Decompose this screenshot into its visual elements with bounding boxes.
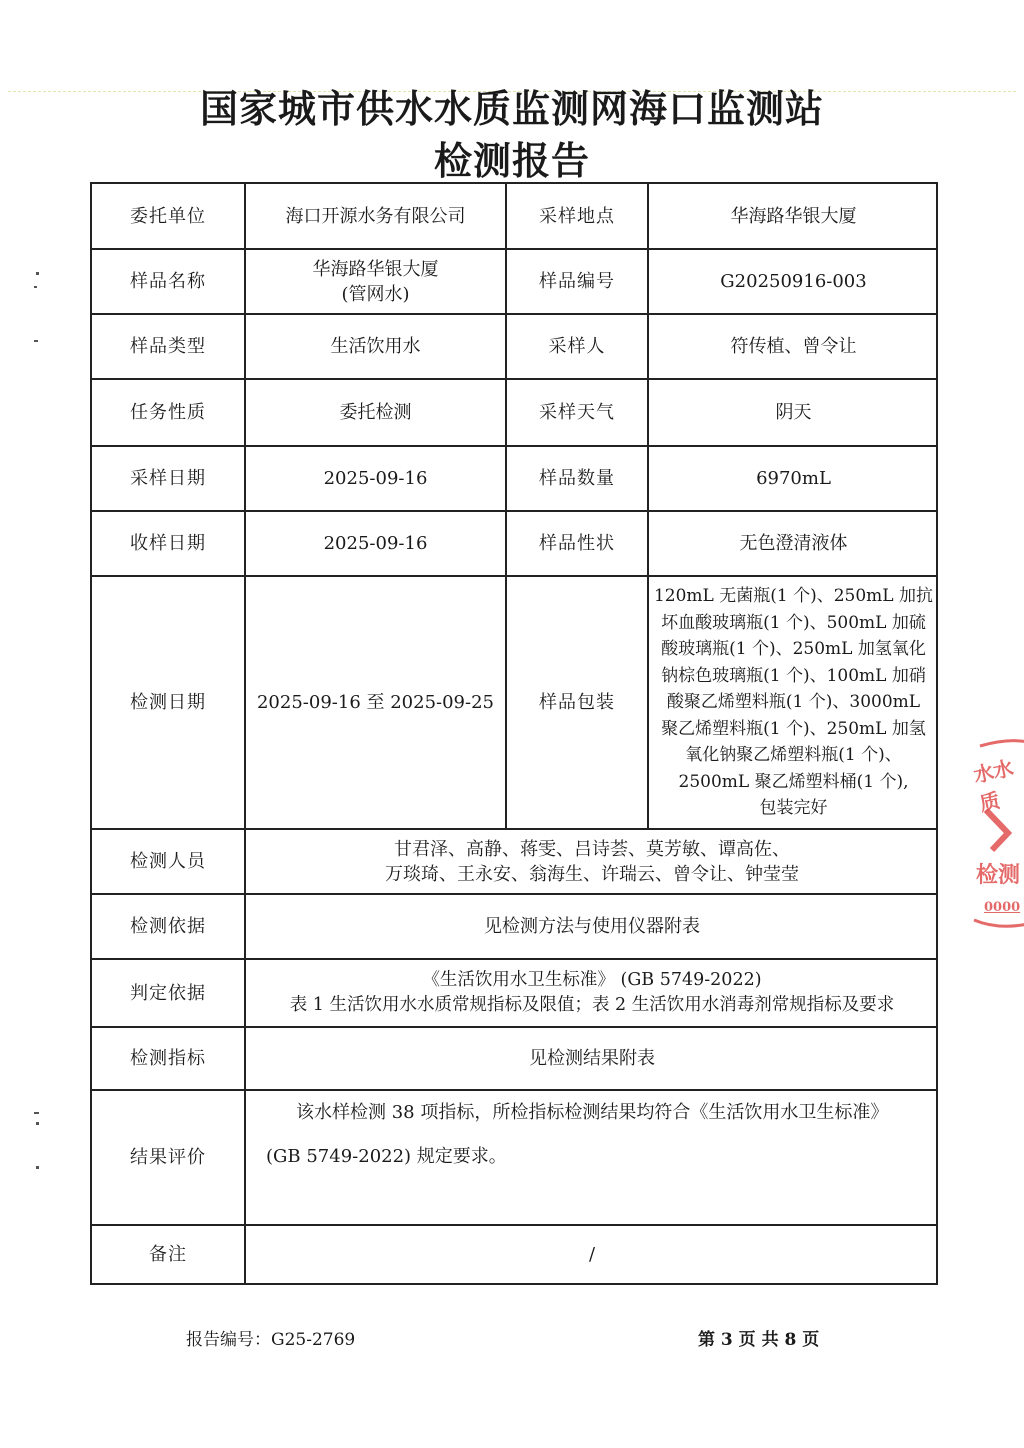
result-value — [246, 1091, 938, 1224]
sample-name-line1: 华海路华银大厦 — [312, 258, 439, 280]
sample-name-line2: (管网水) — [341, 283, 410, 305]
scan-speck — [34, 1112, 39, 1114]
staff-line2: 万琰琦、王永安、翁海生、许瑞云、曾令让、钟莹莹 — [385, 863, 799, 885]
report-title: 国家城市供水水质监测网海口监测站 — [199, 87, 824, 131]
scan-speck — [36, 272, 39, 275]
seal-text-1: 水水质 — [971, 755, 1016, 816]
packaging-label: 样品包装 — [539, 692, 615, 713]
criteria-line2: 表 1 生活饮用水水质常规指标及限值；表 2 生活饮用水消毒剂常规指标及要求 — [289, 995, 895, 1015]
client-value: 海口开源水务有限公司 — [285, 205, 466, 227]
remarks-label: 备注 — [149, 1244, 187, 1265]
sample-name-label: 样品名称 — [130, 271, 206, 292]
sample-no-label: 样品编号 — [539, 271, 615, 292]
packaging-line: 2500mL 聚乙烯塑料桶(1 个), — [678, 771, 909, 792]
receipt-date-label: 收样日期 — [130, 533, 206, 554]
packaging-line: 聚乙烯塑料瓶(1 个)、250mL 加氢 — [661, 718, 926, 739]
staff-value — [246, 830, 938, 893]
sampling-date-value: 2025-09-16 — [323, 468, 428, 489]
scan-speck — [34, 340, 38, 342]
packaging-line: 酸聚乙烯塑料瓶(1 个)、3000mL — [666, 692, 921, 713]
remarks-value: / — [588, 1244, 596, 1265]
sampling-date-label: 采样日期 — [130, 468, 206, 489]
criteria-value — [246, 960, 938, 1026]
packaging-value — [649, 577, 938, 828]
criteria-label: 判定依据 — [130, 982, 206, 1004]
packaging-line: 氧化钠聚乙烯塑料瓶(1 个)、 — [685, 745, 902, 766]
client-label: 委托单位 — [130, 205, 206, 227]
result-label: 结果评价 — [130, 1147, 206, 1168]
appearance-value: 无色澄清液体 — [739, 533, 848, 554]
scan-speck — [36, 1122, 39, 1125]
basis-label: 检测依据 — [130, 916, 206, 937]
weather-label: 采样天气 — [539, 402, 615, 423]
site-label: 采样地点 — [539, 205, 615, 227]
sample-type-label: 样品类型 — [130, 336, 206, 357]
report-subtitle: 检测报告 — [433, 139, 590, 183]
sample-type-value: 生活饮用水 — [330, 336, 421, 357]
seal-text-3: 0000 — [984, 900, 1021, 915]
staff-line1: 甘君泽、高静、蒋雯、吕诗荟、莫芳敏、谭高佐、 — [394, 838, 790, 860]
receipt-date-value: 2025-09-16 — [323, 533, 428, 554]
scan-speck — [36, 1166, 39, 1169]
scan-speck — [34, 286, 37, 288]
indicators-label: 检测指标 — [130, 1048, 206, 1069]
packaging-line: 120mL 无菌瓶(1 个)、250mL 加抗 — [653, 586, 933, 607]
task-value: 委托检测 — [339, 402, 412, 423]
staff-label: 检测人员 — [130, 851, 206, 872]
seal-text-2: 检测 — [976, 862, 1021, 888]
packaging-line: 酸玻璃瓶(1 个)、250mL 加氢氧化 — [661, 639, 926, 660]
sampler-label: 采样人 — [548, 336, 606, 357]
sample-name-value — [246, 250, 505, 313]
report-table — [90, 182, 938, 1285]
result-line2: (GB 5749-2022) 规定要求。 — [266, 1146, 507, 1167]
criteria-line1: 《生活饮用水卫生标准》 (GB 5749-2022) — [422, 970, 762, 990]
weather-value: 阴天 — [775, 402, 812, 423]
task-label: 任务性质 — [130, 402, 206, 423]
sample-no-value: G20250916-003 — [720, 271, 867, 292]
test-date-value: 2025-09-16 至 2025-09-25 — [256, 692, 494, 713]
appearance-label: 样品性状 — [539, 533, 615, 554]
page-number: 第 3 页 共 8 页 — [698, 1330, 820, 1350]
quantity-value: 6970mL — [756, 468, 831, 489]
seal-stamp — [968, 738, 1024, 933]
basis-value: 见检测方法与使用仪器附表 — [484, 916, 700, 937]
test-date-label: 检测日期 — [130, 692, 206, 713]
packaging-line: 包装完好 — [759, 798, 828, 819]
packaging-line: 钠棕色玻璃瓶(1 个)、100mL 加硝 — [661, 665, 926, 686]
report-number: 报告编号：G25-2769 — [186, 1330, 356, 1350]
indicators-value: 见检测结果附表 — [529, 1048, 655, 1069]
sampler-value: 符传植、曾令让 — [730, 336, 857, 357]
site-value: 华海路华银大厦 — [730, 205, 857, 227]
packaging-line: 坏血酸玻璃瓶(1 个)、500mL 加硫 — [661, 612, 926, 633]
result-line1: 该水样检测 38 项指标，所检指标检测结果均符合《生活饮用水卫生标准》 — [296, 1102, 889, 1123]
quantity-label: 样品数量 — [539, 468, 615, 489]
